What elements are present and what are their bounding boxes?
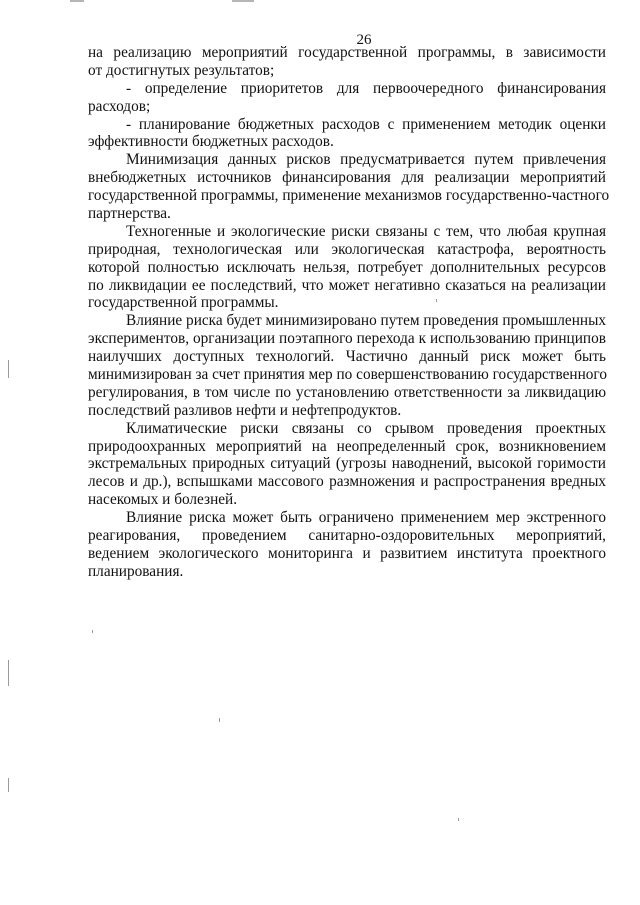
paragraph-first-line: Техногенные и экологические риски связаны с тем, что любая крупная xyxy=(126,222,606,240)
scan-artifact xyxy=(8,360,9,378)
text-line: расходов; xyxy=(88,97,151,115)
text-line: ведением экологического мониторинга и развитием института проектного xyxy=(88,544,606,562)
scan-artifact xyxy=(232,0,254,2)
paragraph-first-line: Влияние риска будет минимизировано путем проведения промышленных xyxy=(126,312,607,330)
page-number: 26 xyxy=(356,32,372,48)
text-line: лесов и др.), вспышками массового размножения и распространения вредных xyxy=(88,473,606,491)
scan-artifact xyxy=(8,660,9,686)
scan-artifact xyxy=(219,718,220,722)
document-body xyxy=(88,44,610,581)
scan-artifact xyxy=(8,778,9,792)
paragraph-first-line: Минимизация данных рисков предусматривается путем привлечения xyxy=(126,151,606,169)
text-line: природоохранных мероприятий на неопределенный срок, возникновением xyxy=(88,437,606,455)
text-line: насекомых и болезней. xyxy=(88,491,238,509)
text-line: от достигнутых результатов; xyxy=(88,61,275,79)
text-line: последствий разливов нефти и нефтепродуктов. xyxy=(88,401,402,419)
text-line: экстремальных природных ситуаций (угрозы наводнений, высокой горимости xyxy=(88,455,606,473)
scan-artifact xyxy=(458,818,459,821)
text-line: на реализацию мероприятий государственной программы, в зависимости xyxy=(88,44,606,61)
text-line: государственной программы, применение механизмов государственно-частного xyxy=(88,187,610,205)
text-line: природная, технологическая или экологическая катастрофа, вероятность xyxy=(88,240,606,258)
text-line: по ликвидации ее последствий, что может негативно сказаться на реализации xyxy=(88,276,606,294)
text-line: внебюджетных источников финансирования для реализации мероприятий xyxy=(88,169,606,187)
scan-artifact xyxy=(70,0,84,2)
text-line: эффективности бюджетных расходов. xyxy=(88,133,334,151)
text-line: планирования. xyxy=(88,562,184,580)
text-line: реагирования, проведением санитарно-оздоровительных мероприятий, xyxy=(88,527,606,545)
text-line: государственной программы. xyxy=(88,294,279,312)
text-line: партнерства. xyxy=(88,205,171,223)
scan-artifact xyxy=(436,299,437,302)
text-line: наилучших доступных технологий. Частично данный риск может быть xyxy=(88,348,606,366)
scan-artifact xyxy=(92,630,93,633)
paragraph-first-line: Влияние риска может быть ограничено применением мер экстренного xyxy=(126,509,606,527)
list-item: - определение приоритетов для первоочередного финансирования xyxy=(126,79,606,97)
text-line: минимизирован за счет принятия мер по совершенствованию государственного xyxy=(88,366,607,384)
paragraph-first-line: Климатические риски связаны со срывом проведения проектных xyxy=(126,419,606,437)
text-line: которой полностью исключать нельзя, потребует дополнительных ресурсов xyxy=(88,258,606,276)
text-line: экспериментов, организации поэтапного перехода к использованию принципов xyxy=(88,330,606,348)
text-line: регулирования, в том числе по установлению ответственности за ликвидацию xyxy=(88,383,606,401)
list-item: - планирование бюджетных расходов с применением методик оценки xyxy=(126,115,606,133)
